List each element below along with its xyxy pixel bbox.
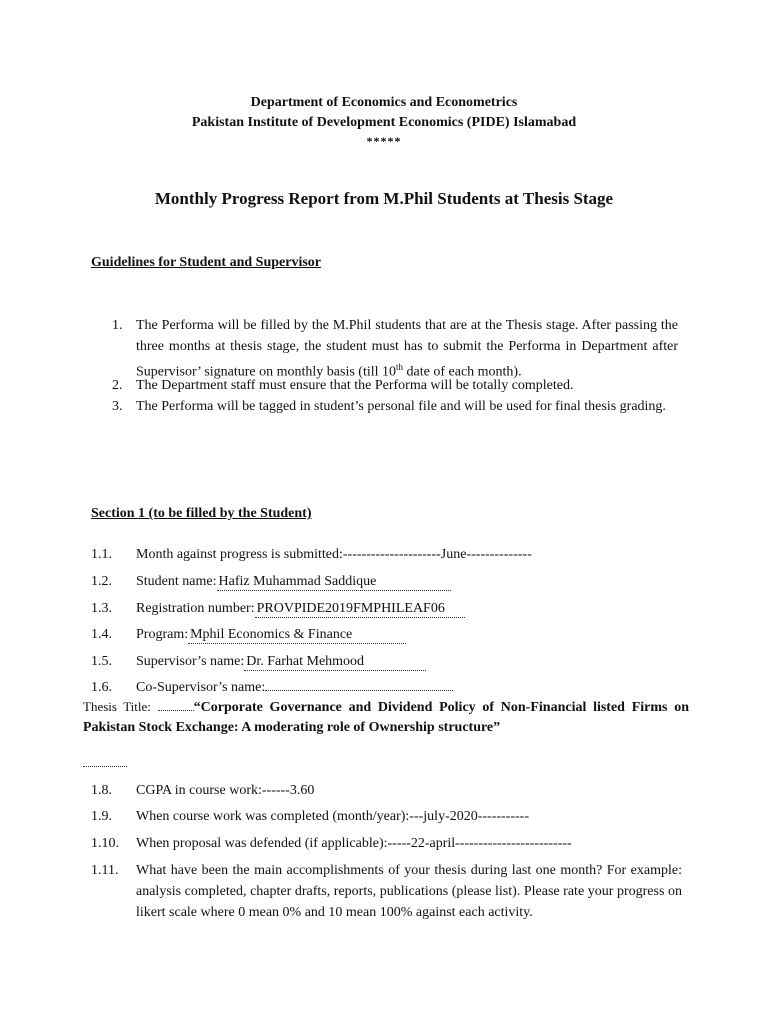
guideline-number: 2. <box>112 378 123 393</box>
row-number: 1.10. <box>91 836 119 851</box>
row-number: 1.11. <box>91 863 119 878</box>
guideline-text: The Department staff must ensure that the Performa will be totally completed. <box>136 378 574 393</box>
guideline-text <box>136 315 678 383</box>
row-content <box>136 599 681 619</box>
dotted-blank <box>83 758 127 767</box>
field-label: When proposal was defended (if applicable): <box>136 836 388 851</box>
guideline-number: 1. <box>112 318 123 333</box>
row-number: 1.8. <box>91 783 112 798</box>
field-label: Program: <box>136 627 189 642</box>
section1-heading: Section 1 (to be filled by the Student) <box>91 506 312 521</box>
guideline-text-part: The Performa will be filled by the M.Phil students that are at the Thesis stage. After passing the three months at thesis stage, the student must has to submit the Performa in Department after Supervisor’ signature on monthly basis (till 10 <box>136 318 678 380</box>
row-number: 1.6. <box>91 680 112 695</box>
program-field[interactable]: Mphil Economics & Finance <box>188 627 406 644</box>
row-number: 1.4. <box>91 627 112 642</box>
page-title: Monthly Progress Report from M.Phil Students at Thesis Stage <box>154 189 614 208</box>
form-row-accomplishments <box>91 860 691 923</box>
field-label: Co-Supervisor’s name: <box>136 680 266 695</box>
guidelines-heading: Guidelines for Student and Supervisor <box>91 255 322 270</box>
field-label: When course work was completed (month/year): <box>136 809 410 824</box>
row-content <box>136 545 681 565</box>
row-number: 1.9. <box>91 809 112 824</box>
guideline-item <box>112 396 678 417</box>
department-name: Department of Economics and Econometrics <box>250 95 518 110</box>
field-label: Supervisor’s name: <box>136 654 245 669</box>
row-number: 1.2. <box>91 574 112 589</box>
row-content <box>136 625 681 645</box>
row-number: 1.5. <box>91 654 112 669</box>
row-content <box>136 652 681 672</box>
accomplishments-question: What have been the main accomplishments of your thesis during last one month? For example: analysis completed, chapter drafts, reports, publications (please list). Please rate your progress on likert scale where 0 mean 0% and 10 mean 100% against each activity. <box>136 863 682 920</box>
guideline-superscript: th <box>396 362 404 372</box>
field-label: Student name: <box>136 574 217 589</box>
row-number: 1.1. <box>91 547 112 562</box>
guideline-item <box>112 315 678 383</box>
header-stars: ***** <box>366 134 402 148</box>
thesis-title-label: Thesis Title: <box>83 699 151 714</box>
institute-name: Pakistan Institute of Development Economics (PIDE) Islamabad <box>191 115 577 130</box>
thesis-title-blank <box>158 698 194 711</box>
row-content <box>136 678 681 698</box>
row-number: 1.3. <box>91 601 112 616</box>
proposal-defended-field[interactable]: -----22-april------------------------- <box>387 836 572 851</box>
row-content <box>136 572 681 592</box>
student-name-field[interactable]: Hafiz Muhammad Saddique <box>217 574 451 591</box>
row-content <box>136 781 681 801</box>
guideline-text-part: date of each month). <box>403 364 522 380</box>
field-label: Month against progress is submitted: <box>136 547 343 562</box>
cgpa-field[interactable]: ------3.60 <box>261 783 315 798</box>
month-field[interactable]: ---------------------June-------------- <box>342 547 532 562</box>
thesis-title-block <box>83 697 689 738</box>
guideline-text: The Performa will be tagged in student’s personal file and will be used for final thesis grading. <box>136 399 666 414</box>
thesis-title-value[interactable]: “Corporate Governance and Dividend Policy of Non-Financial listed Firms on Pakistan Stock Exchange: A moderating role of Ownership structure” <box>83 700 689 735</box>
field-label: Registration number: <box>136 601 255 616</box>
field-label: CGPA in course work: <box>136 783 262 798</box>
supervisor-name-field[interactable]: Dr. Farhat Mehmood <box>244 654 426 671</box>
coursework-completed-field[interactable]: ---july-2020----------- <box>409 809 530 824</box>
row-content <box>136 834 681 854</box>
row-content <box>136 807 681 827</box>
guideline-number: 3. <box>112 399 123 414</box>
co-supervisor-name-field[interactable] <box>265 690 453 691</box>
guideline-item <box>112 375 678 396</box>
registration-number-field[interactable]: PROVPIDE2019FMPHILEAF06 <box>255 601 465 618</box>
